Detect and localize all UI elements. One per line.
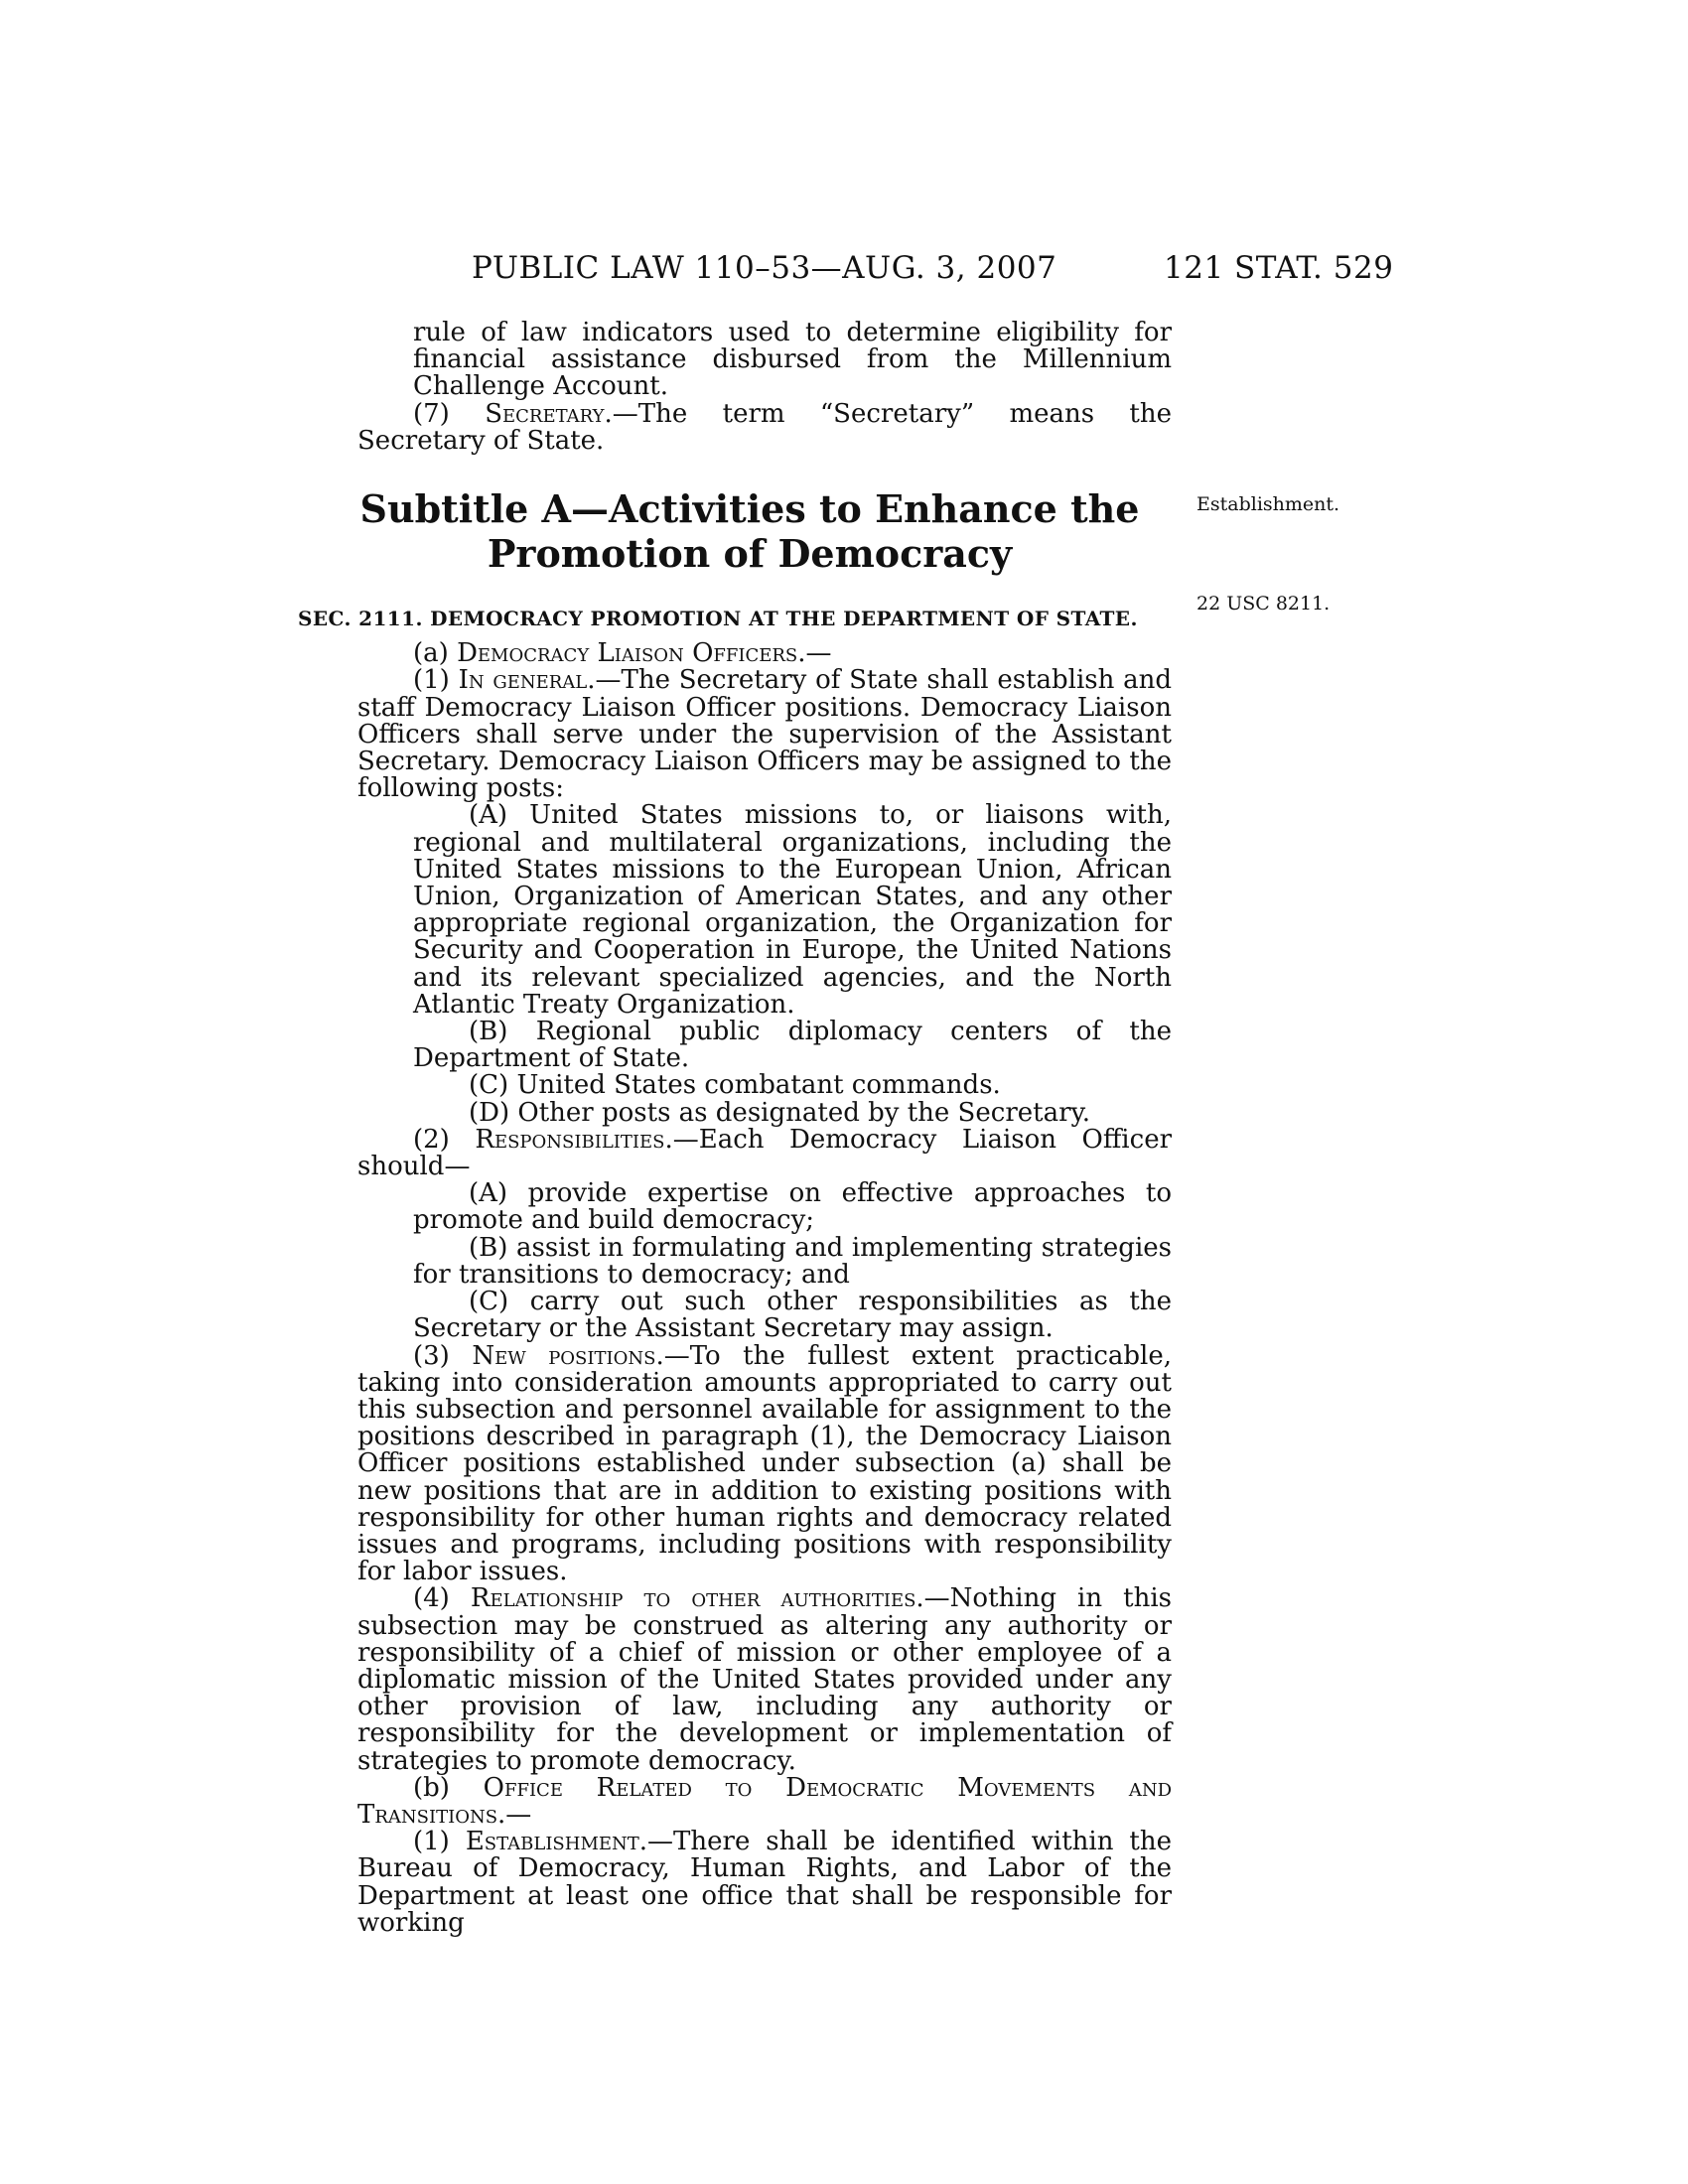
- a1-text: .—The Secretary of State shall establish and staff Democracy Liaison Officer positions. Democracy Liaison Officers shall serve under the supervision of the Assistant Secretary. Democracy Liaison Officers may be assigned to the following posts:: [357, 665, 1173, 804]
- b-dash: .—: [497, 1799, 532, 1830]
- b-heading: Office Related to Democratic Movements and Transitions: [357, 1772, 1172, 1830]
- b1-text: .—There shall be identified within the Bureau of Democracy, Human Rights, and Labor of the Department at least one office that shall be responsible for working: [357, 1827, 1173, 1938]
- def7-label: Secretary: [485, 398, 605, 429]
- a2-heading: Responsibilities: [475, 1124, 665, 1155]
- subtitle-heading: [348, 486, 1152, 576]
- paragraph-a3: [357, 1340, 1173, 1587]
- subsection-a-heading: [357, 640, 1172, 667]
- subparagraph-a1-C: (C) United States combatant commands.: [469, 1070, 1001, 1101]
- subtitle-line-2: Promotion of Democracy: [487, 531, 1013, 577]
- running-head: PUBLIC LAW 110–53—AUG. 3, 2007: [472, 250, 1057, 286]
- a4-text: .—Nothing in this subsection may be construed as altering any authority or responsibility of a chief of mission or other employee of a diplomatic mission of the United States provided under any other provision of law, including any authority or responsibility for the development or implementation of strategies to promote democracy.: [357, 1583, 1173, 1776]
- paragraph-a2: [357, 1124, 1173, 1182]
- page-body: [298, 318, 1173, 1938]
- a3-heading: New positions: [472, 1340, 656, 1371]
- def7-num: (7): [413, 398, 450, 429]
- a2-text: .—Each Democracy Liaison Officer should—: [357, 1124, 1173, 1182]
- a-num: (a): [413, 638, 449, 669]
- a3-num: (3): [413, 1340, 450, 1371]
- a1-heading: In general: [458, 665, 588, 696]
- running-header: [0, 250, 1688, 290]
- section-heading: SEC. 2111. DEMOCRACY PROMOTION AT THE DEPARTMENT OF STATE.: [298, 607, 1138, 631]
- subparagraph-a1-B: (B) Regional public diplomacy centers of the Department of State.: [413, 1017, 1172, 1074]
- margin-note-usc: 22 USC 8211.: [1196, 593, 1331, 614]
- margin-note-establishment: Establishment.: [1196, 493, 1340, 515]
- paragraph-a4: [357, 1585, 1172, 1774]
- a3-text: .—To the fullest extent practicable, taking into consideration amounts appropriated to carry out this subsection and personnel available for assignment to the positions described in paragraph (1), the Democracy Liaison Officer positions established under subsection (a) shall be new positions that are in addition to existing positions with responsibility for other human rights and democracy related issues and programs, including positions with responsibility for labor issues.: [357, 1340, 1173, 1587]
- def7-text: .—The term “Secretary” means the Secretary of State.: [357, 398, 1173, 456]
- paragraph-b1: [357, 1829, 1172, 1937]
- subsection-b-heading: [357, 1772, 1172, 1830]
- a2-num: (2): [413, 1124, 450, 1155]
- a-dash: .—: [797, 638, 832, 669]
- subparagraph-a2-C: (C) carry out such other responsibilities as the Secretary or the Assistant Secretary may assign.: [413, 1287, 1172, 1344]
- subparagraph-a2-A: (A) provide expertise on effective approaches to promote and build democracy;: [413, 1178, 1172, 1236]
- subparagraph-a2-B: (B) assist in formulating and implementing strategies for transitions to democracy; and: [413, 1232, 1172, 1290]
- subparagraph-a1-A: (A) United States missions to, or liaisons with, regional and multilateral organizations, including the United States missions to the European Union, African Union, Organization of American States, and any other appropriate regional organization, the Organization for Security and Cooperation in Europe, the United Nations and its relevant specialized agencies, and the North Atlantic Treaty Organization.: [413, 800, 1172, 1020]
- subparagraph-a1-D: (D) Other posts as designated by the Secretary.: [469, 1097, 1091, 1128]
- paragraph-a1: [357, 667, 1172, 802]
- stat-page-number: 121 STAT. 529: [1164, 250, 1394, 286]
- definition-7: [357, 398, 1173, 456]
- a1-num: (1): [413, 665, 450, 696]
- subtitle-line-1: Subtitle A—Activities to Enhance the: [359, 486, 1140, 532]
- a-heading: Democracy Liaison Officers: [457, 638, 798, 669]
- continuation-paragraph: rule of law indicators used to determine eligibility for financial assistance disbursed from the Millennium Challenge Account.: [413, 318, 1172, 402]
- b-num: (b): [413, 1772, 450, 1803]
- a4-heading: Relationship to other authorities: [470, 1583, 916, 1614]
- b1-num: (1): [413, 1827, 450, 1857]
- b1-heading: Establishment: [465, 1827, 639, 1857]
- a4-num: (4): [413, 1583, 450, 1614]
